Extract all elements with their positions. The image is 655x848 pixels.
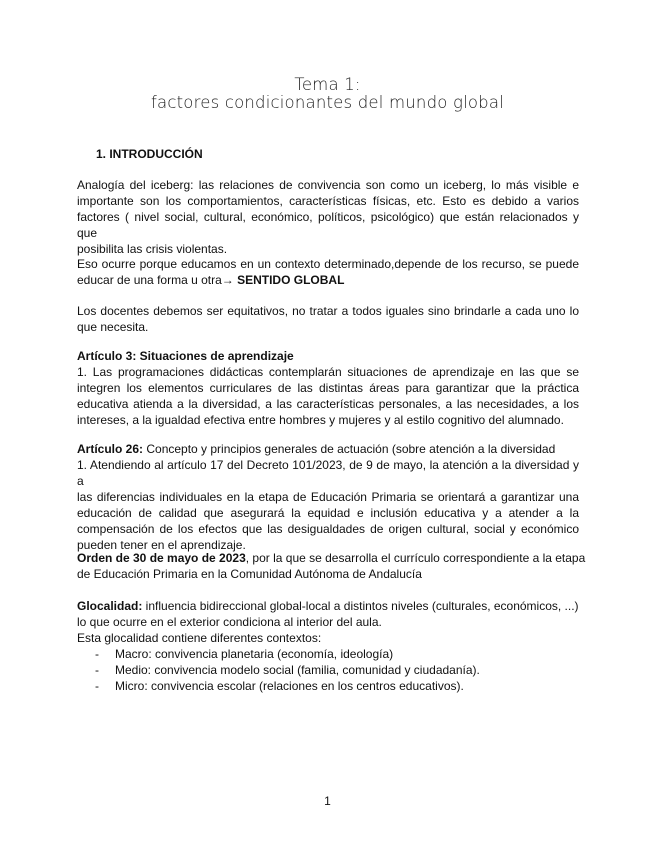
text-line: que necesita. — [77, 320, 149, 334]
text-line: Analogía del iceberg: las relaciones de convivencia son como un iceberg, lo más visible e — [77, 178, 579, 192]
text-line: integren los elementos curriculares de las distintas áreas para garantizar que la práctica — [77, 381, 579, 395]
text-line: Esta glocalidad contiene diferentes contextos: — [77, 631, 322, 645]
text-span: , por la que se desarrolla el currículo correspondiente a la etapa — [245, 551, 586, 565]
paragraph-iceberg — [77, 177, 579, 257]
text-line: factores ( nivel social, cultural, económico, políticos, psicológico) que están relacionados y que — [77, 210, 579, 240]
text-line: importante son los comportamientos, características físicas, etc. Esto es debido a varios — [77, 194, 579, 208]
sentido-global-emphasis: SENTIDO GLOBAL — [237, 273, 345, 287]
list-item — [77, 662, 579, 678]
text-line: intereses, a la igualdad efectiva entre hombres y mujeres y al estilo cognitivo del alumnado. — [77, 413, 564, 427]
text-line: pueden tener en el aprendizaje. — [77, 538, 246, 552]
glocalidad-section — [77, 598, 579, 694]
orden-title: Orden de 30 de mayo de 2023 — [77, 551, 246, 565]
paragraph-docentes — [77, 303, 579, 335]
doc-title-line1: Tema 1: — [294, 75, 361, 94]
orden-reference — [77, 550, 586, 582]
bullet-dash: - — [95, 663, 99, 677]
text-span: influencia bidireccional global-local a distintos niveles (culturales, económicos, ...) — [142, 599, 579, 613]
context-list — [77, 646, 579, 694]
list-item-text: Medio: convivencia modelo social (familia, comunidad y ciudadanía). — [115, 663, 480, 677]
text-line: compensación de los efectos que las desigualdades de origen cultural, social y económico — [77, 522, 579, 536]
text-line: posibilita las crisis violentas. — [77, 242, 228, 256]
text-line: de Educación Primaria en la Comunidad Autónoma de Andalucía — [77, 567, 422, 581]
list-item-text: Macro: convivencia planetaria (economía, ideología) — [115, 647, 394, 661]
text-line: Los docentes debemos ser equitativos, no tratar a todos iguales sino brindarle a cada uno lo — [77, 304, 579, 318]
text-span: educar de una forma u otra→ — [77, 273, 238, 287]
articulo-26 — [77, 441, 579, 553]
text-line — [77, 272, 579, 288]
articulo-26-heading: Artículo 26: — [77, 442, 144, 456]
text-line: Eso ocurre porque educamos en un contexto determinado,depende de los recurso, se puede — [77, 257, 579, 271]
text-line: lo que ocurre en el exterior condiciona al interior del aula. — [77, 615, 382, 629]
paragraph-contexto — [77, 256, 579, 288]
list-item-text: Micro: convivencia escolar (relaciones en los centros educativos). — [115, 679, 464, 693]
text-line: las diferencias individuales en la etapa de Educación Primaria se orientará a garantizar una — [77, 490, 579, 504]
text-line: educativa atienda a la diversidad, a las características personales, a las necesidades, a los — [77, 397, 579, 411]
text-span: Concepto y principios generales de actuación (sobre atención a la diversidad — [143, 442, 556, 456]
list-item — [77, 678, 579, 694]
glocalidad-term: Glocalidad: — [77, 599, 143, 613]
text-line: 1. Atendiendo al artículo 17 del Decreto 101/2023, de 9 de mayo, la atención a la diversidad y a — [77, 458, 579, 488]
list-item — [77, 646, 579, 662]
text-line: educación de calidad que asegurará la equidad e inclusión educativa y a atender a la — [77, 506, 579, 520]
doc-title-line2: factores condicionantes del mundo global — [151, 93, 504, 112]
bullet-dash: - — [95, 647, 99, 661]
articulo-3 — [77, 348, 579, 428]
articulo-3-heading: Artículo 3: Situaciones de aprendizaje — [77, 349, 294, 363]
page-number: 1 — [324, 794, 331, 808]
section-heading: 1. INTRODUCCIÓN — [96, 147, 203, 161]
bullet-dash: - — [95, 679, 99, 693]
text-line: 1. Las programaciones didácticas contemplarán situaciones de aprendizaje en las que se — [77, 365, 579, 379]
